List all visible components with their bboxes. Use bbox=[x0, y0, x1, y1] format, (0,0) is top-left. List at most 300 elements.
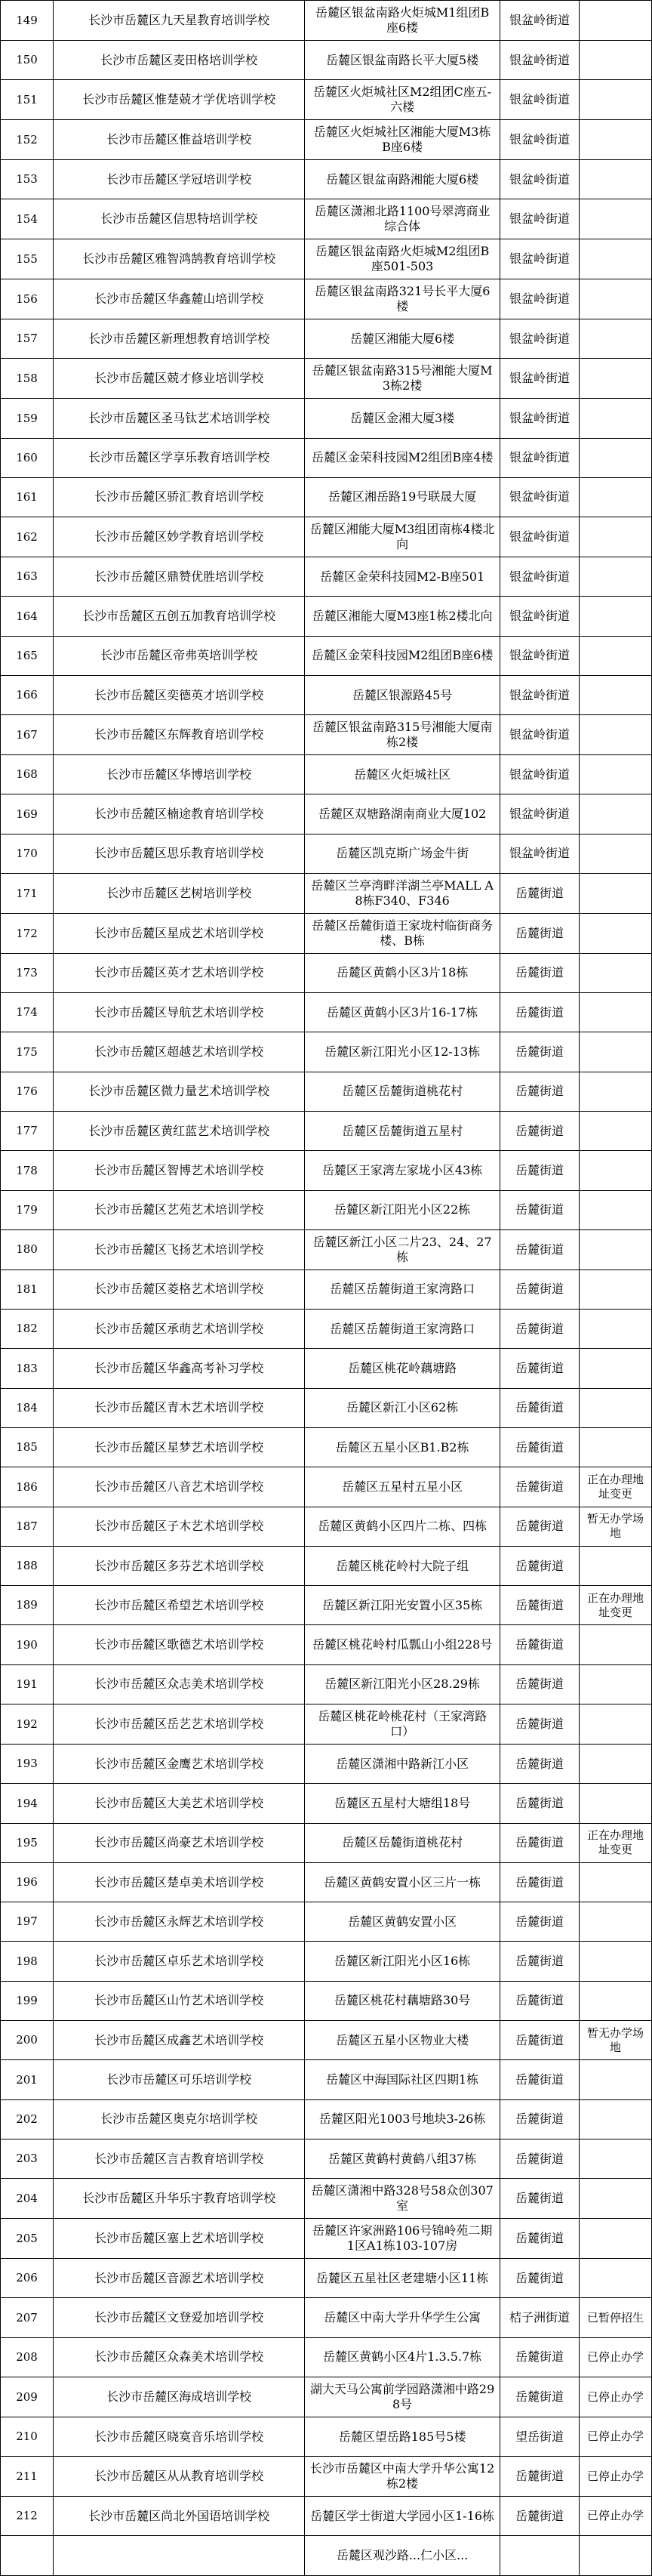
row-number: 176 bbox=[1, 1072, 54, 1111]
table-row bbox=[1, 715, 652, 755]
table-row bbox=[1, 1428, 652, 1467]
subdistrict: 银盆岭街道 bbox=[500, 636, 579, 675]
school-name: 长沙市岳麓区黄红蓝艺术培训学校 bbox=[54, 1112, 305, 1151]
remark bbox=[579, 2219, 651, 2259]
school-name: 长沙市岳麓区艺苑艺术培训学校 bbox=[54, 1190, 305, 1229]
school-name: 长沙市岳麓区圣马钛艺术培训学校 bbox=[54, 399, 305, 438]
school-address: 长沙市岳麓区中南大学升华公寓12栋2楼 bbox=[305, 2457, 500, 2497]
school-name: 长沙市岳麓区成鑫艺术培训学校 bbox=[54, 2021, 305, 2060]
table-row bbox=[1, 1862, 652, 1902]
remark bbox=[579, 438, 651, 477]
remark bbox=[579, 2139, 651, 2178]
table-row bbox=[1, 953, 652, 992]
row-number: 165 bbox=[1, 636, 54, 675]
school-name: 长沙市岳麓区菱格艺术培训学校 bbox=[54, 1269, 305, 1309]
school-name: 长沙市岳麓区可乐培训学校 bbox=[54, 2060, 305, 2099]
school-name: 长沙市岳麓区英才艺术培训学校 bbox=[54, 953, 305, 992]
table-row bbox=[1, 1269, 652, 1309]
remark bbox=[579, 794, 651, 834]
school-address: 岳麓区银盆南路火炬城M2组团B座501-503 bbox=[305, 239, 500, 279]
school-address: 岳麓区银盆南路湘能大厦6楼 bbox=[305, 160, 500, 199]
subdistrict bbox=[500, 2536, 579, 2576]
school-address: 岳麓区五星村大塘组18号 bbox=[305, 1784, 500, 1823]
row-number: 184 bbox=[1, 1388, 54, 1427]
remark bbox=[579, 1388, 651, 1427]
remark bbox=[579, 319, 651, 359]
remark bbox=[579, 834, 651, 873]
subdistrict: 岳麓街道 bbox=[500, 1269, 579, 1309]
row-number: 153 bbox=[1, 160, 54, 199]
table-row bbox=[1, 279, 652, 319]
row-number: 188 bbox=[1, 1546, 54, 1585]
school-name: 长沙市岳麓区智博艺术培训学校 bbox=[54, 1151, 305, 1190]
school-address: 岳麓区新江小区62栋 bbox=[305, 1388, 500, 1427]
school-name: 长沙市岳麓区妙学教育培训学校 bbox=[54, 517, 305, 557]
school-address: 岳麓区新江阳光小区16栋 bbox=[305, 1942, 500, 1981]
school-address: 岳麓区桃花岭桃花村（王家湾路口） bbox=[305, 1704, 500, 1745]
school-name: 长沙市岳麓区飞扬艺术培训学校 bbox=[54, 1229, 305, 1269]
school-name bbox=[54, 2536, 305, 2576]
table-row bbox=[1, 1467, 652, 1507]
subdistrict: 银盆岭街道 bbox=[500, 1, 579, 41]
school-address: 岳麓区兰亭湾畔洋湖兰亭MALL A8栋F340、F346 bbox=[305, 874, 500, 914]
remark bbox=[579, 1151, 651, 1190]
row-number: 190 bbox=[1, 1625, 54, 1664]
school-address: 岳麓区阳光1003号地块3-26栋 bbox=[305, 2099, 500, 2139]
school-address: 岳麓区银源路45号 bbox=[305, 675, 500, 714]
row-number: 158 bbox=[1, 359, 54, 399]
subdistrict: 岳麓街道 bbox=[500, 1229, 579, 1269]
row-number: 202 bbox=[1, 2099, 54, 2139]
school-name: 长沙市岳麓区兢才修业培训学校 bbox=[54, 359, 305, 399]
school-name: 长沙市岳麓区山竹艺术培训学校 bbox=[54, 1981, 305, 2020]
remark bbox=[579, 2259, 651, 2298]
table-row bbox=[1, 636, 652, 675]
school-name: 长沙市岳麓区导航艺术培训学校 bbox=[54, 993, 305, 1032]
subdistrict: 银盆岭街道 bbox=[500, 160, 579, 199]
remark bbox=[579, 1269, 651, 1309]
subdistrict: 岳麓街道 bbox=[500, 1586, 579, 1625]
subdistrict: 岳麓街道 bbox=[500, 1151, 579, 1190]
remark: 已停止办学 bbox=[579, 2337, 651, 2377]
school-name: 长沙市岳麓区鼎赞优胜培训学校 bbox=[54, 557, 305, 597]
school-address: 岳麓区岳麓街道王家湾路口 bbox=[305, 1310, 500, 1349]
school-name: 长沙市岳麓区奥克尔培训学校 bbox=[54, 2099, 305, 2139]
school-name: 长沙市岳麓区信思特培训学校 bbox=[54, 199, 305, 239]
row-number: 196 bbox=[1, 1862, 54, 1902]
school-name: 长沙市岳麓区华博培训学校 bbox=[54, 755, 305, 794]
subdistrict: 银盆岭街道 bbox=[500, 438, 579, 477]
subdistrict: 银盆岭街道 bbox=[500, 477, 579, 517]
school-name: 长沙市岳麓区华鑫麓山培训学校 bbox=[54, 279, 305, 319]
row-number: 208 bbox=[1, 2337, 54, 2377]
table-row bbox=[1, 2099, 652, 2139]
table-row bbox=[1, 597, 652, 636]
school-name: 长沙市岳麓区学享乐教育培训学校 bbox=[54, 438, 305, 477]
school-name: 长沙市岳麓区希望艺术培训学校 bbox=[54, 1586, 305, 1625]
remark bbox=[579, 517, 651, 557]
school-address: 岳麓区黄鹤村黄鹤八组37栋 bbox=[305, 2139, 500, 2178]
school-address: 岳麓区桃花村藕塘路30号 bbox=[305, 1981, 500, 2020]
subdistrict: 岳麓街道 bbox=[500, 1902, 579, 1942]
table-row bbox=[1, 2337, 652, 2377]
row-number: 194 bbox=[1, 1784, 54, 1823]
row-number: 209 bbox=[1, 2377, 54, 2417]
remark: 暂无办学场地 bbox=[579, 2021, 651, 2060]
table-row bbox=[1, 1744, 652, 1783]
row-number: 199 bbox=[1, 1981, 54, 2020]
school-address: 岳麓区新江阳光安置小区35栋 bbox=[305, 1586, 500, 1625]
subdistrict: 岳麓街道 bbox=[500, 1942, 579, 1981]
table-row bbox=[1, 874, 652, 914]
remark bbox=[579, 755, 651, 794]
remark bbox=[579, 874, 651, 914]
subdistrict: 岳麓街道 bbox=[500, 1388, 579, 1427]
remark bbox=[579, 715, 651, 755]
school-address: 岳麓区黄鹤小区4片1.3.5.7栋 bbox=[305, 2337, 500, 2377]
school-address: 岳麓区潇湘北路1100号翠湾商业综合体 bbox=[305, 199, 500, 239]
remark bbox=[579, 2536, 651, 2576]
school-name: 长沙市岳麓区超越艺术培训学校 bbox=[54, 1032, 305, 1072]
school-address: 岳麓区中海国际社区四期1栋 bbox=[305, 2060, 500, 2099]
school-address: 岳麓区银盆南路长平大厦5楼 bbox=[305, 40, 500, 79]
school-address: 岳麓区许家洲路106号锦岭苑二期1区A1栋103-107房 bbox=[305, 2219, 500, 2259]
school-name: 长沙市岳麓区华鑫高考补习学校 bbox=[54, 1349, 305, 1388]
table-row bbox=[1, 1032, 652, 1072]
remark bbox=[579, 1349, 651, 1388]
table-row bbox=[1, 2536, 652, 2576]
school-name: 长沙市岳麓区学冠培训学校 bbox=[54, 160, 305, 199]
subdistrict: 银盆岭街道 bbox=[500, 794, 579, 834]
school-name: 长沙市岳麓区惟益培训学校 bbox=[54, 120, 305, 160]
remark bbox=[579, 2099, 651, 2139]
remark bbox=[579, 1072, 651, 1111]
row-number: 210 bbox=[1, 2417, 54, 2456]
subdistrict: 岳麓街道 bbox=[500, 2219, 579, 2259]
row-number: 166 bbox=[1, 675, 54, 714]
school-address: 岳麓区黄鹤小区四片二栋、四栋 bbox=[305, 1507, 500, 1546]
table-row bbox=[1, 2219, 652, 2259]
school-address: 岳麓区银盆南路火炬城M1组团B座6楼 bbox=[305, 1, 500, 41]
school-name: 长沙市岳麓区八音艺术培训学校 bbox=[54, 1467, 305, 1507]
school-address: 岳麓区银盆南路321号长平大厦6楼 bbox=[305, 279, 500, 319]
row-number: 160 bbox=[1, 438, 54, 477]
school-address: 岳麓区桃花岭村大院子组 bbox=[305, 1546, 500, 1585]
subdistrict: 岳麓街道 bbox=[500, 1862, 579, 1902]
subdistrict: 岳麓街道 bbox=[500, 2060, 579, 2099]
remark: 已停止办学 bbox=[579, 2377, 651, 2417]
table-row bbox=[1, 2259, 652, 2298]
subdistrict: 银盆岭街道 bbox=[500, 834, 579, 873]
table-row bbox=[1, 120, 652, 160]
row-number: 167 bbox=[1, 715, 54, 755]
school-address: 岳麓区黄鹤小区3片18栋 bbox=[305, 953, 500, 992]
remark bbox=[579, 2060, 651, 2099]
remark bbox=[579, 1862, 651, 1902]
row-number: 192 bbox=[1, 1704, 54, 1745]
row-number: 186 bbox=[1, 1467, 54, 1507]
subdistrict: 岳麓街道 bbox=[500, 874, 579, 914]
row-number: 189 bbox=[1, 1586, 54, 1625]
school-address: 岳麓区桃花岭藕塘路 bbox=[305, 1349, 500, 1388]
subdistrict: 岳麓街道 bbox=[500, 1664, 579, 1704]
remark bbox=[579, 1625, 651, 1664]
school-name: 长沙市岳麓区艺树培训学校 bbox=[54, 874, 305, 914]
school-name: 长沙市岳麓区帝弗英培训学校 bbox=[54, 636, 305, 675]
row-number: 163 bbox=[1, 557, 54, 597]
school-name: 长沙市岳麓区星梦艺术培训学校 bbox=[54, 1428, 305, 1467]
table-row bbox=[1, 1112, 652, 1151]
table-row bbox=[1, 1823, 652, 1862]
school-address: 岳麓区五星小区物业大楼 bbox=[305, 2021, 500, 2060]
subdistrict: 岳麓街道 bbox=[500, 1072, 579, 1111]
row-number: 179 bbox=[1, 1190, 54, 1229]
school-name: 长沙市岳麓区歌德艺术培训学校 bbox=[54, 1625, 305, 1664]
school-address: 岳麓区湘能大厦M3座1栋2楼北向 bbox=[305, 597, 500, 636]
row-number: 181 bbox=[1, 1269, 54, 1309]
school-name: 长沙市岳麓区大美艺术培训学校 bbox=[54, 1784, 305, 1823]
row-number: 207 bbox=[1, 2298, 54, 2337]
school-address: 岳麓区潇湘中路328号58众创307室 bbox=[305, 2179, 500, 2219]
school-name: 长沙市岳麓区多芬艺术培训学校 bbox=[54, 1546, 305, 1585]
school-address: 岳麓区湘岳路19号联晟大厦 bbox=[305, 477, 500, 517]
school-address: 岳麓区桃花岭村瓜瓢山小组228号 bbox=[305, 1625, 500, 1664]
remark bbox=[579, 1112, 651, 1151]
subdistrict: 望岳街道 bbox=[500, 2417, 579, 2456]
remark bbox=[579, 597, 651, 636]
school-name: 长沙市岳麓区惟楚兢才学优培训学校 bbox=[54, 80, 305, 120]
table-row bbox=[1, 1981, 652, 2020]
row-number: 170 bbox=[1, 834, 54, 873]
table-row bbox=[1, 517, 652, 557]
row-number bbox=[1, 2536, 54, 2576]
subdistrict: 银盆岭街道 bbox=[500, 80, 579, 120]
subdistrict: 银盆岭街道 bbox=[500, 557, 579, 597]
subdistrict: 岳麓街道 bbox=[500, 2139, 579, 2178]
school-address: 岳麓区火炬城社区 bbox=[305, 755, 500, 794]
row-number: 151 bbox=[1, 80, 54, 120]
subdistrict: 岳麓街道 bbox=[500, 2259, 579, 2298]
remark: 正在办理地址变更 bbox=[579, 1586, 651, 1625]
subdistrict: 岳麓街道 bbox=[500, 2377, 579, 2417]
school-name: 长沙市岳麓区奕德英才培训学校 bbox=[54, 675, 305, 714]
school-name: 长沙市岳麓区子木艺术培训学校 bbox=[54, 1507, 305, 1546]
school-address: 岳麓区新江阳光小区12-13栋 bbox=[305, 1032, 500, 1072]
row-number: 200 bbox=[1, 2021, 54, 2060]
remark bbox=[579, 80, 651, 120]
subdistrict: 岳麓街道 bbox=[500, 1349, 579, 1388]
remark bbox=[579, 1190, 651, 1229]
subdistrict: 银盆岭街道 bbox=[500, 597, 579, 636]
school-name: 长沙市岳麓区众森美术培训学校 bbox=[54, 2337, 305, 2377]
school-name: 长沙市岳麓区骄汇教育培训学校 bbox=[54, 477, 305, 517]
remark bbox=[579, 993, 651, 1032]
remark: 已暂停招生 bbox=[579, 2298, 651, 2337]
table-row bbox=[1, 160, 652, 199]
remark bbox=[579, 1664, 651, 1704]
row-number: 172 bbox=[1, 913, 54, 953]
table-row bbox=[1, 199, 652, 239]
remark bbox=[579, 1310, 651, 1349]
school-address: 岳麓区新江阳光小区28.29栋 bbox=[305, 1664, 500, 1704]
row-number: 178 bbox=[1, 1151, 54, 1190]
subdistrict: 岳麓街道 bbox=[500, 1428, 579, 1467]
school-name: 长沙市岳麓区麦田格培训学校 bbox=[54, 40, 305, 79]
table-row bbox=[1, 319, 652, 359]
school-address: 岳麓区黄鹤安置小区 bbox=[305, 1902, 500, 1942]
table-row bbox=[1, 1664, 652, 1704]
remark bbox=[579, 1229, 651, 1269]
school-address: 岳麓区金湘大厦3楼 bbox=[305, 399, 500, 438]
table-row bbox=[1, 1546, 652, 1585]
table-row bbox=[1, 1229, 652, 1269]
table-row bbox=[1, 1349, 652, 1388]
table-row bbox=[1, 1072, 652, 1111]
table-row bbox=[1, 1902, 652, 1942]
table-row bbox=[1, 755, 652, 794]
row-number: 212 bbox=[1, 2497, 54, 2536]
school-name: 长沙市岳麓区海成培训学校 bbox=[54, 2377, 305, 2417]
subdistrict: 岳麓街道 bbox=[500, 953, 579, 992]
subdistrict: 岳麓街道 bbox=[500, 2179, 579, 2219]
row-number: 174 bbox=[1, 993, 54, 1032]
subdistrict: 岳麓街道 bbox=[500, 1467, 579, 1507]
school-address: 岳麓区五星社区老建塘小区11栋 bbox=[305, 2259, 500, 2298]
row-number: 198 bbox=[1, 1942, 54, 1981]
remark bbox=[579, 1942, 651, 1981]
remark bbox=[579, 1744, 651, 1783]
school-address: 岳麓区中南大学升华学生公寓 bbox=[305, 2298, 500, 2337]
school-name: 长沙市岳麓区文登爱加培训学校 bbox=[54, 2298, 305, 2337]
school-name: 长沙市岳麓区永辉艺术培训学校 bbox=[54, 1902, 305, 1942]
subdistrict: 银盆岭街道 bbox=[500, 199, 579, 239]
subdistrict: 岳麓街道 bbox=[500, 1546, 579, 1585]
remark bbox=[579, 40, 651, 79]
school-name: 长沙市岳麓区塞上艺术培训学校 bbox=[54, 2219, 305, 2259]
remark bbox=[579, 675, 651, 714]
school-address: 岳麓区银盆南路315号湘能大厦M3栋2楼 bbox=[305, 359, 500, 399]
remark bbox=[579, 1, 651, 41]
subdistrict: 银盆岭街道 bbox=[500, 40, 579, 79]
school-name: 长沙市岳麓区金鹰艺术培训学校 bbox=[54, 1744, 305, 1783]
table-row bbox=[1, 399, 652, 438]
school-address: 岳麓区五星小区B1.B2栋 bbox=[305, 1428, 500, 1467]
school-name: 长沙市岳麓区众志美术培训学校 bbox=[54, 1664, 305, 1704]
remark bbox=[579, 199, 651, 239]
row-number: 162 bbox=[1, 517, 54, 557]
remark: 暂无办学场地 bbox=[579, 1507, 651, 1546]
subdistrict: 岳麓街道 bbox=[500, 1625, 579, 1664]
remark bbox=[579, 1784, 651, 1823]
table-row bbox=[1, 2179, 652, 2219]
remark bbox=[579, 359, 651, 399]
row-number: 183 bbox=[1, 1349, 54, 1388]
school-name: 长沙市岳麓区青木艺术培训学校 bbox=[54, 1388, 305, 1427]
table-row bbox=[1, 359, 652, 399]
school-name: 长沙市岳麓区新理想教育培训学校 bbox=[54, 319, 305, 359]
school-name: 长沙市岳麓区升华乐宇教育培训学校 bbox=[54, 2179, 305, 2219]
school-address: 岳麓区岳麓街道王家垅村临街商务楼、B栋 bbox=[305, 913, 500, 953]
school-address: 岳麓区湘能大厦6楼 bbox=[305, 319, 500, 359]
subdistrict: 岳麓街道 bbox=[500, 1112, 579, 1151]
table-row bbox=[1, 2377, 652, 2417]
school-name: 长沙市岳麓区五创五加教育培训学校 bbox=[54, 597, 305, 636]
school-address: 岳麓区黄鹤安置小区三片一栋 bbox=[305, 1862, 500, 1902]
table-row bbox=[1, 993, 652, 1032]
row-number: 154 bbox=[1, 199, 54, 239]
row-number: 201 bbox=[1, 2060, 54, 2099]
row-number: 205 bbox=[1, 2219, 54, 2259]
school-name: 长沙市岳麓区岳艺艺术培训学校 bbox=[54, 1704, 305, 1745]
school-name: 长沙市岳麓区卓乐艺术培训学校 bbox=[54, 1942, 305, 1981]
school-address: 岳麓区黄鹤小区3片16-17栋 bbox=[305, 993, 500, 1032]
table-row bbox=[1, 1586, 652, 1625]
remark bbox=[579, 120, 651, 160]
row-number: 159 bbox=[1, 399, 54, 438]
subdistrict: 岳麓街道 bbox=[500, 1190, 579, 1229]
school-address: 岳麓区金荣科技园M2-B座501 bbox=[305, 557, 500, 597]
remark bbox=[579, 477, 651, 517]
table-row bbox=[1, 2457, 652, 2497]
school-address: 岳麓区凯克斯广场金牛街 bbox=[305, 834, 500, 873]
remark: 已停止办学 bbox=[579, 2417, 651, 2456]
table-row bbox=[1, 1190, 652, 1229]
school-name: 长沙市岳麓区尚北外国语培训学校 bbox=[54, 2497, 305, 2536]
row-number: 157 bbox=[1, 319, 54, 359]
row-number: 156 bbox=[1, 279, 54, 319]
subdistrict: 银盆岭街道 bbox=[500, 319, 579, 359]
subdistrict: 岳麓街道 bbox=[500, 1981, 579, 2020]
school-name: 长沙市岳麓区楠途教育培训学校 bbox=[54, 794, 305, 834]
row-number: 206 bbox=[1, 2259, 54, 2298]
subdistrict: 岳麓街道 bbox=[500, 1744, 579, 1783]
school-address: 岳麓区岳麓街道桃花村 bbox=[305, 1823, 500, 1862]
row-number: 204 bbox=[1, 2179, 54, 2219]
row-number: 191 bbox=[1, 1664, 54, 1704]
remark: 已停止办学 bbox=[579, 2457, 651, 2497]
table-row bbox=[1, 2417, 652, 2456]
subdistrict: 银盆岭街道 bbox=[500, 399, 579, 438]
subdistrict: 岳麓街道 bbox=[500, 1784, 579, 1823]
table-row bbox=[1, 913, 652, 953]
school-name: 长沙市岳麓区尚豪艺术培训学校 bbox=[54, 1823, 305, 1862]
row-number: 168 bbox=[1, 755, 54, 794]
row-number: 171 bbox=[1, 874, 54, 914]
school-name: 长沙市岳麓区思乐教育培训学校 bbox=[54, 834, 305, 873]
subdistrict: 银盆岭街道 bbox=[500, 517, 579, 557]
subdistrict: 岳麓街道 bbox=[500, 2457, 579, 2497]
school-address: 岳麓区王家湾左家垅小区43栋 bbox=[305, 1151, 500, 1190]
subdistrict: 银盆岭街道 bbox=[500, 239, 579, 279]
remark bbox=[579, 279, 651, 319]
table-row bbox=[1, 834, 652, 873]
school-address: 岳麓区观沙路...仁小区... bbox=[305, 2536, 500, 2576]
row-number: 182 bbox=[1, 1310, 54, 1349]
remark bbox=[579, 1981, 651, 2020]
school-name: 长沙市岳麓区从从教育培训学校 bbox=[54, 2457, 305, 2497]
school-name: 长沙市岳麓区九天星教育培训学校 bbox=[54, 1, 305, 41]
table-row bbox=[1, 1507, 652, 1546]
row-number: 185 bbox=[1, 1428, 54, 1467]
remark bbox=[579, 1902, 651, 1942]
row-number: 155 bbox=[1, 239, 54, 279]
table-row bbox=[1, 1704, 652, 1745]
table-row bbox=[1, 2298, 652, 2337]
subdistrict: 岳麓街道 bbox=[500, 2497, 579, 2536]
subdistrict: 银盆岭街道 bbox=[500, 715, 579, 755]
table-row bbox=[1, 2139, 652, 2178]
subdistrict: 岳麓街道 bbox=[500, 1704, 579, 1745]
